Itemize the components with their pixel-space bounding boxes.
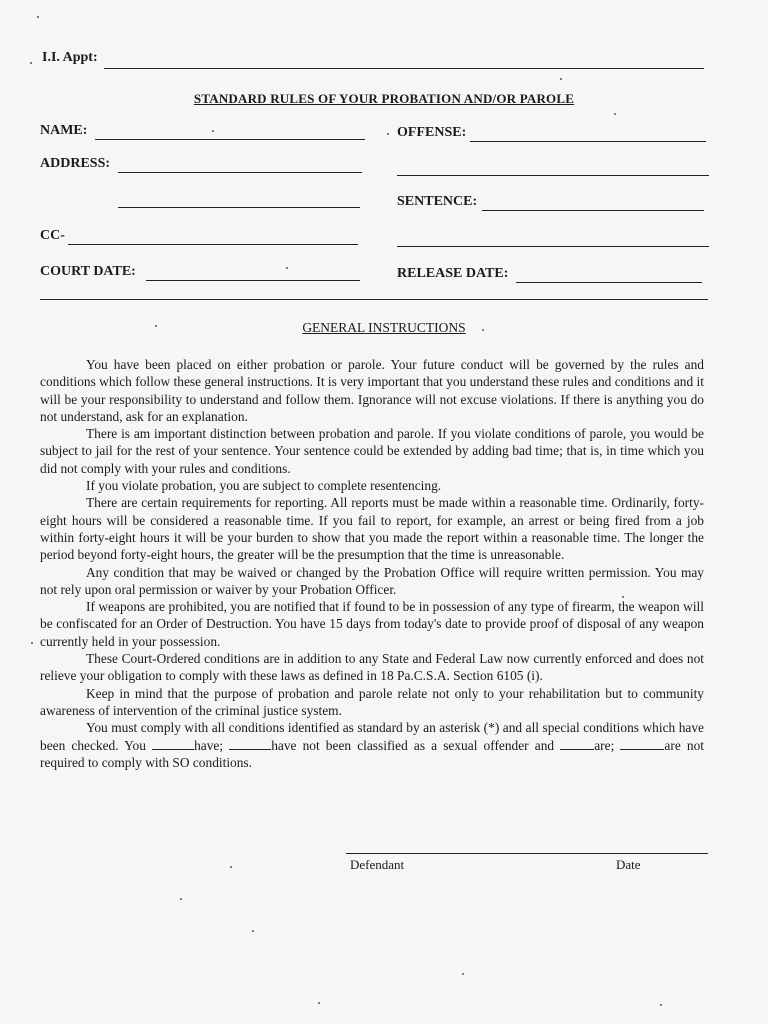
scan-speck <box>37 16 39 18</box>
instructions-body <box>40 356 704 771</box>
scan-speck <box>318 1002 320 1004</box>
scan-speck <box>212 130 214 132</box>
name-label: NAME: <box>40 123 88 138</box>
address-right-line[interactable] <box>397 175 709 176</box>
paragraph-purpose: Keep in mind that the purpose of probation and parole relate not only to your rehabilitation but to community awareness of intervention of the criminal justice system. <box>40 685 704 718</box>
paragraph-compliance <box>40 719 704 771</box>
address-line-2[interactable] <box>118 207 360 208</box>
offense-label: OFFENSE: <box>397 125 467 140</box>
offense-line[interactable] <box>470 141 706 142</box>
cc-line[interactable] <box>68 244 358 245</box>
scan-speck <box>387 133 389 135</box>
scan-speck <box>31 642 33 644</box>
compliance-text-e: are not required to comply with SO conditions. <box>40 737 704 770</box>
paragraph-laws: These Court-Ordered conditions are in addition to any State and Federal Law now currently enforced and does not relieve your obligation to comply with these laws as defined in 18 Pa.C.S.A. Section 6105 (i). <box>40 651 704 684</box>
li-appt-label: I.I. Appt: <box>42 50 98 65</box>
are-blank[interactable] <box>560 738 594 750</box>
scan-speck <box>155 325 157 327</box>
compliance-text-d: are; <box>594 737 615 753</box>
cc-right-line[interactable] <box>397 246 709 247</box>
address-label: ADDRESS: <box>40 156 111 171</box>
scan-speck <box>660 1004 662 1006</box>
release-date-line[interactable] <box>516 282 702 283</box>
compliance-text-a: You must comply with all conditions identified as standard by an asterisk (*) and all special conditions which have been checked. You <box>40 720 704 753</box>
scan-speck <box>462 973 464 975</box>
court-date-label: COURT DATE: <box>40 264 136 279</box>
li-appt-line[interactable] <box>104 68 704 69</box>
court-date-line[interactable] <box>146 280 360 281</box>
date-label: Date <box>616 857 641 872</box>
scan-speck <box>482 329 484 331</box>
release-date-label: RELEASE DATE: <box>397 266 509 281</box>
address-line-1[interactable] <box>118 172 362 173</box>
compliance-text-c: have not been classified as a sexual offender and <box>271 737 555 753</box>
sentence-line[interactable] <box>482 210 704 211</box>
scan-speck <box>560 78 562 80</box>
paragraph-waiver: Any condition that may be waived or changed by the Probation Office will require written permission. You may not rely upon oral permission or waiver by your Probation Officer. <box>40 564 704 597</box>
sentence-label: SENTENCE: <box>397 194 478 209</box>
paragraph-resentencing: If you violate probation, you are subject to complete resentencing. <box>86 478 442 494</box>
header-divider <box>40 299 708 300</box>
paragraph-conduct: You have been placed on either probation or parole. Your future conduct will be governed by the rules and conditions which follow these general instructions. It is very important that you understand these rules and conditions and it will be your responsibility to understand and follow them. Ignorance will not excuse violations. If there is anything you do not understand, ask for an explanation. <box>40 357 704 424</box>
paragraph-distinction: There is am important distinction between probation and parole. If you violate conditions of parole, you would be subject to jail for the rest of your sentence. Your sentence could be extended by adding bad time; that is, in time which you did not comply with your rules and conditions. <box>40 426 704 476</box>
compliance-text-b: have; <box>194 737 224 753</box>
page-title: STANDARD RULES OF YOUR PROBATION AND/OR PAROLE <box>193 91 575 106</box>
signature-line[interactable] <box>346 853 708 854</box>
instructions-heading: GENERAL INSTRUCTIONS <box>302 320 466 335</box>
defendant-label: Defendant <box>350 857 405 872</box>
scan-speck <box>180 898 182 900</box>
scan-speck <box>286 267 288 269</box>
scan-speck <box>622 596 624 598</box>
paragraph-weapons: If weapons are prohibited, you are notified that if found to be in possession of any type of firearm, the weapon will be confiscated for an Order of Destruction. You have 15 days from today's date to provide proof of disposal of any weapon currently held in your possession. <box>40 599 704 649</box>
scan-speck <box>252 930 254 932</box>
scan-speck <box>30 62 32 64</box>
have-not-blank[interactable] <box>229 738 271 750</box>
are-not-blank[interactable] <box>620 738 664 750</box>
paragraph-reporting: There are certain requirements for reporting. All reports must be made within a reasonable time. Ordinarily, forty-eight hours will be considered a reasonable time. If you fail to report, for example, an arrest or being fired from a job within forty-eight hours it will be your burden to show that you made the report within a reasonable time. The longer the period beyond forty-eight hours, the greater will be the presumption that the time is unreasonable. <box>40 495 704 563</box>
cc-label: CC- <box>40 228 65 243</box>
scan-speck <box>614 113 616 115</box>
name-line[interactable] <box>95 139 365 140</box>
have-blank[interactable] <box>152 738 194 750</box>
scan-speck <box>230 866 232 868</box>
